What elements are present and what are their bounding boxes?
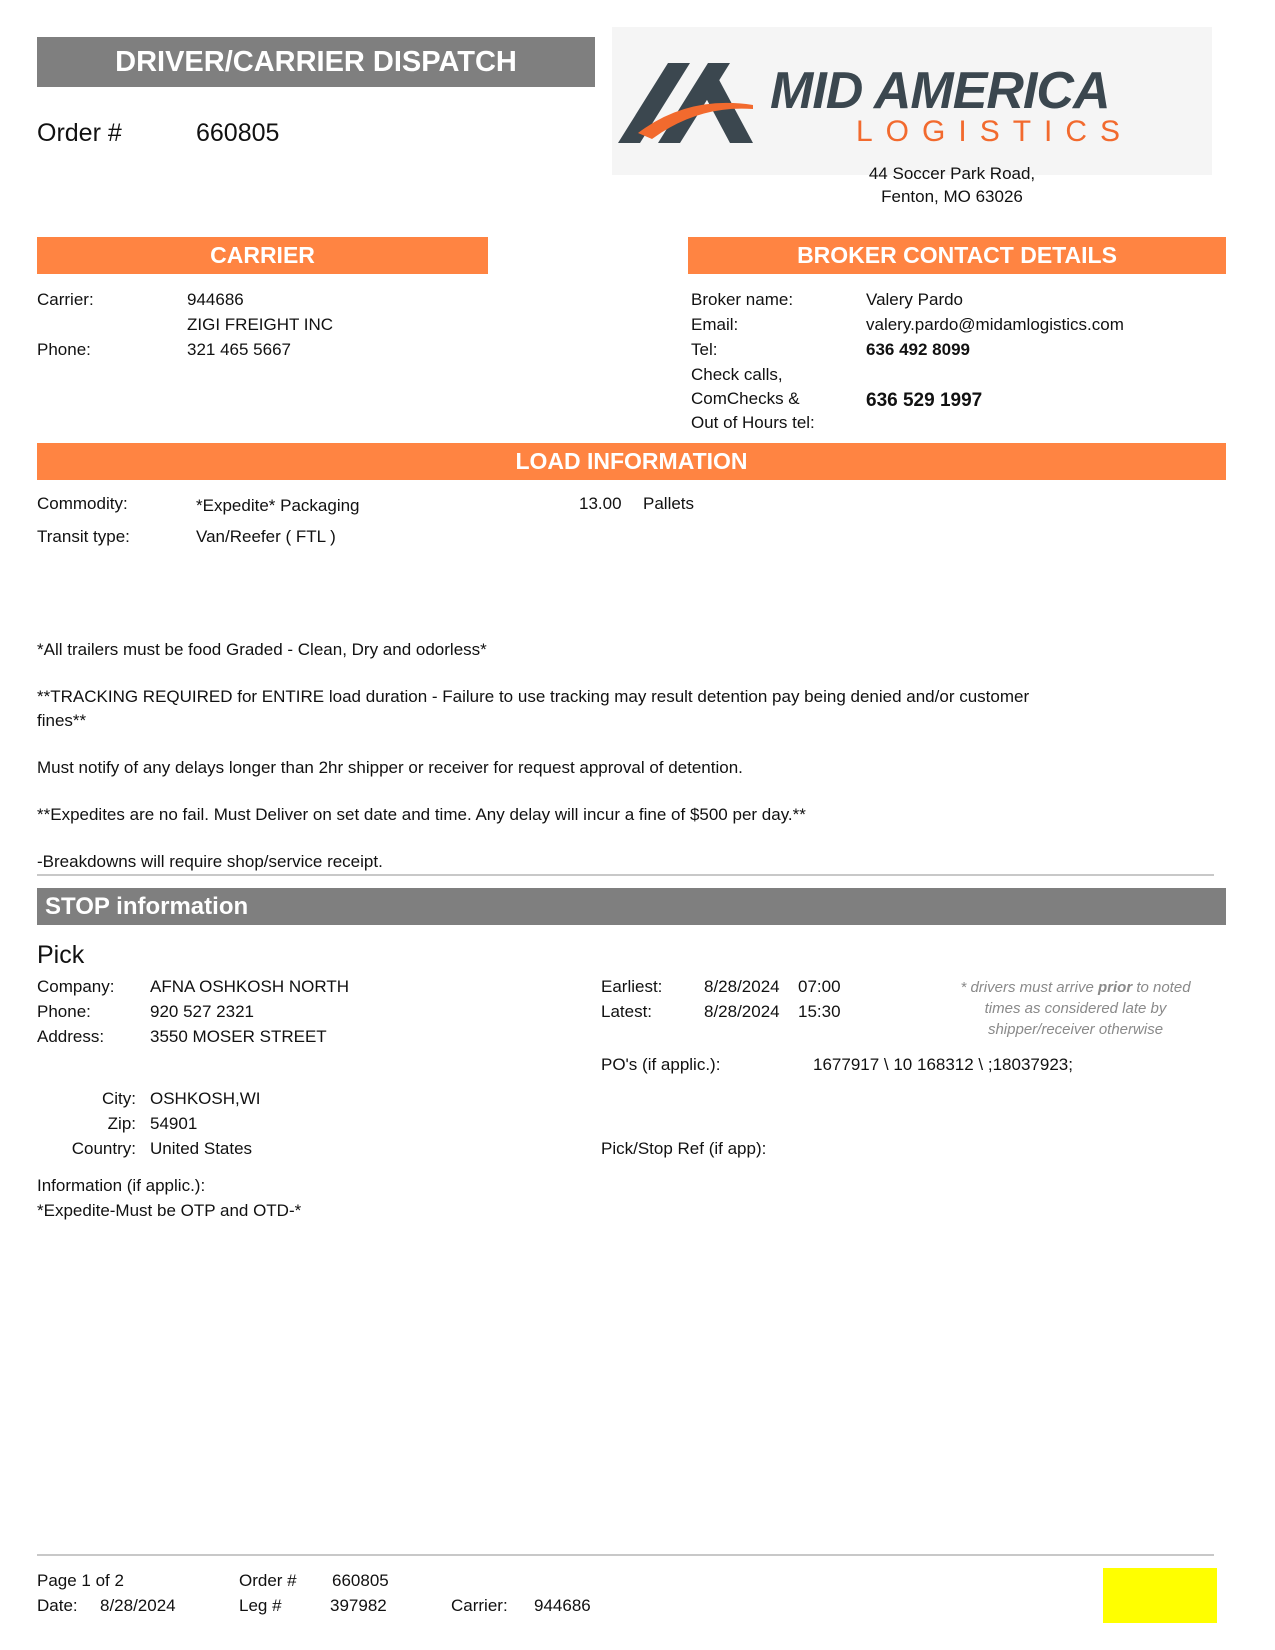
address-value: 3550 MOSER STREET: [150, 1027, 327, 1046]
stop-info-heading: STOP information: [37, 888, 1226, 925]
latest-time: 15:30: [798, 1002, 841, 1021]
broker-heading: BROKER CONTACT DETAILS: [688, 237, 1226, 274]
earliest-time: 07:00: [798, 977, 841, 996]
address-label: Address:: [37, 1027, 105, 1046]
check-calls-label-2: ComChecks &: [691, 389, 800, 408]
pick-stop-ref-label: Pick/Stop Ref (if app):: [601, 1139, 767, 1158]
footer-order-label: Order #: [239, 1571, 297, 1590]
footer-leg: 397982: [330, 1596, 387, 1615]
carrier-name: ZIGI FREIGHT INC: [187, 315, 334, 334]
commodity-value: *Expedite* Packaging: [196, 496, 360, 515]
arrival-note: [948, 977, 1203, 1040]
highlight-box: [1103, 1568, 1217, 1623]
stop-type: Pick: [37, 941, 85, 969]
quantity-unit: Pallets: [643, 494, 695, 513]
arrival-note-emphasis: prior: [1097, 979, 1133, 996]
mountain-logo-icon: [618, 55, 758, 155]
footer-carrier: 944686: [534, 1596, 591, 1615]
country-label: Country:: [71, 1139, 136, 1158]
broker-tel-label: Tel:: [691, 340, 718, 359]
broker-email-label: Email:: [691, 315, 739, 334]
carrier-phone: 321 465 5667: [187, 340, 291, 359]
check-calls-label-3: Out of Hours tel:: [691, 413, 815, 432]
broker-name: Valery Pardo: [866, 290, 964, 309]
company-address-line2: Fenton, MO 63026: [881, 187, 1023, 206]
city-label: City:: [102, 1089, 136, 1108]
broker-name-label: Broker name:: [691, 290, 794, 309]
footer-page: Page 1 of 2: [37, 1571, 124, 1590]
divider-top: [37, 874, 1214, 876]
footer-date: 8/28/2024: [100, 1596, 176, 1615]
dispatch-title: DRIVER/CARRIER DISPATCH: [37, 37, 595, 87]
commodity-label: Commodity:: [37, 494, 128, 513]
divider-footer: [37, 1554, 1214, 1556]
city-value: OSHKOSH,WI: [150, 1089, 261, 1108]
footer-order: 660805: [332, 1571, 389, 1590]
carrier-id: 944686: [187, 290, 244, 309]
po-label: PO's (if applic.):: [601, 1055, 721, 1074]
company-address-line1: 44 Soccer Park Road,: [868, 164, 1036, 183]
transit-type-value: Van/Reefer ( FTL ): [196, 527, 336, 546]
latest-label: Latest:: [601, 1002, 653, 1021]
quantity-value: 13.00: [579, 494, 622, 513]
carrier-phone-label: Phone:: [37, 340, 91, 359]
logo-name-line2: LOGISTICS: [856, 115, 1134, 148]
po-value: 1677917 \ 10 168312 \ ;18037923;: [813, 1055, 1073, 1074]
earliest-label: Earliest:: [601, 977, 663, 996]
zip-label: Zip:: [107, 1114, 136, 1133]
order-number: 660805: [196, 119, 280, 147]
load-note-3: Must notify of any delays longer than 2hr shipper or receiver for request approval of detention.: [37, 758, 743, 777]
company-label: Company:: [37, 977, 115, 996]
earliest-date: 8/28/2024: [704, 977, 780, 996]
logo-name-line1: MID AMERICA: [770, 62, 1110, 120]
information-label: Information (if applic.):: [37, 1176, 206, 1195]
arrival-note-part2: to noted times as considered late by shipper/receiver otherwise: [984, 979, 1191, 1038]
order-label: Order #: [37, 119, 122, 147]
stop-phone-label: Phone:: [37, 1002, 91, 1021]
country-value: United States: [150, 1139, 253, 1158]
carrier-heading: CARRIER: [37, 237, 488, 274]
load-note-1: *All trailers must be food Graded - Clean, Dry and odorless*: [37, 640, 487, 659]
load-note-2: **TRACKING REQUIRED for ENTIRE load duration - Failure to use tracking may result detention pay being denied and/or customer fines**: [37, 687, 1030, 730]
carrier-label: Carrier:: [37, 290, 94, 309]
check-calls-label-1: Check calls,: [691, 365, 783, 384]
footer-carrier-label: Carrier:: [451, 1596, 508, 1615]
company-value: AFNA OSHKOSH NORTH: [150, 977, 349, 996]
footer-leg-label: Leg #: [239, 1596, 282, 1615]
stop-phone-value: 920 527 2321: [150, 1002, 254, 1021]
broker-tel: 636 492 8099: [866, 340, 970, 359]
load-note-4: **Expedites are no fail. Must Deliver on set date and time. Any delay will incur a fine of $500 per day.**: [37, 805, 806, 824]
footer-date-label: Date:: [37, 1596, 78, 1615]
company-logo: [612, 27, 1212, 175]
latest-date: 8/28/2024: [704, 1002, 780, 1021]
transit-type-label: Transit type:: [37, 527, 130, 546]
load-info-heading: LOAD INFORMATION: [37, 443, 1226, 480]
check-calls-tel: 636 529 1997: [866, 390, 983, 411]
information-value: *Expedite-Must be OTP and OTD-*: [37, 1201, 302, 1220]
broker-email[interactable]: valery.pardo@midamlogistics.com: [866, 315, 1124, 334]
load-note-5: -Breakdowns will require shop/service receipt.: [37, 852, 383, 871]
arrival-note-part1: * drivers must arrive: [960, 979, 1098, 996]
zip-value: 54901: [150, 1114, 198, 1133]
